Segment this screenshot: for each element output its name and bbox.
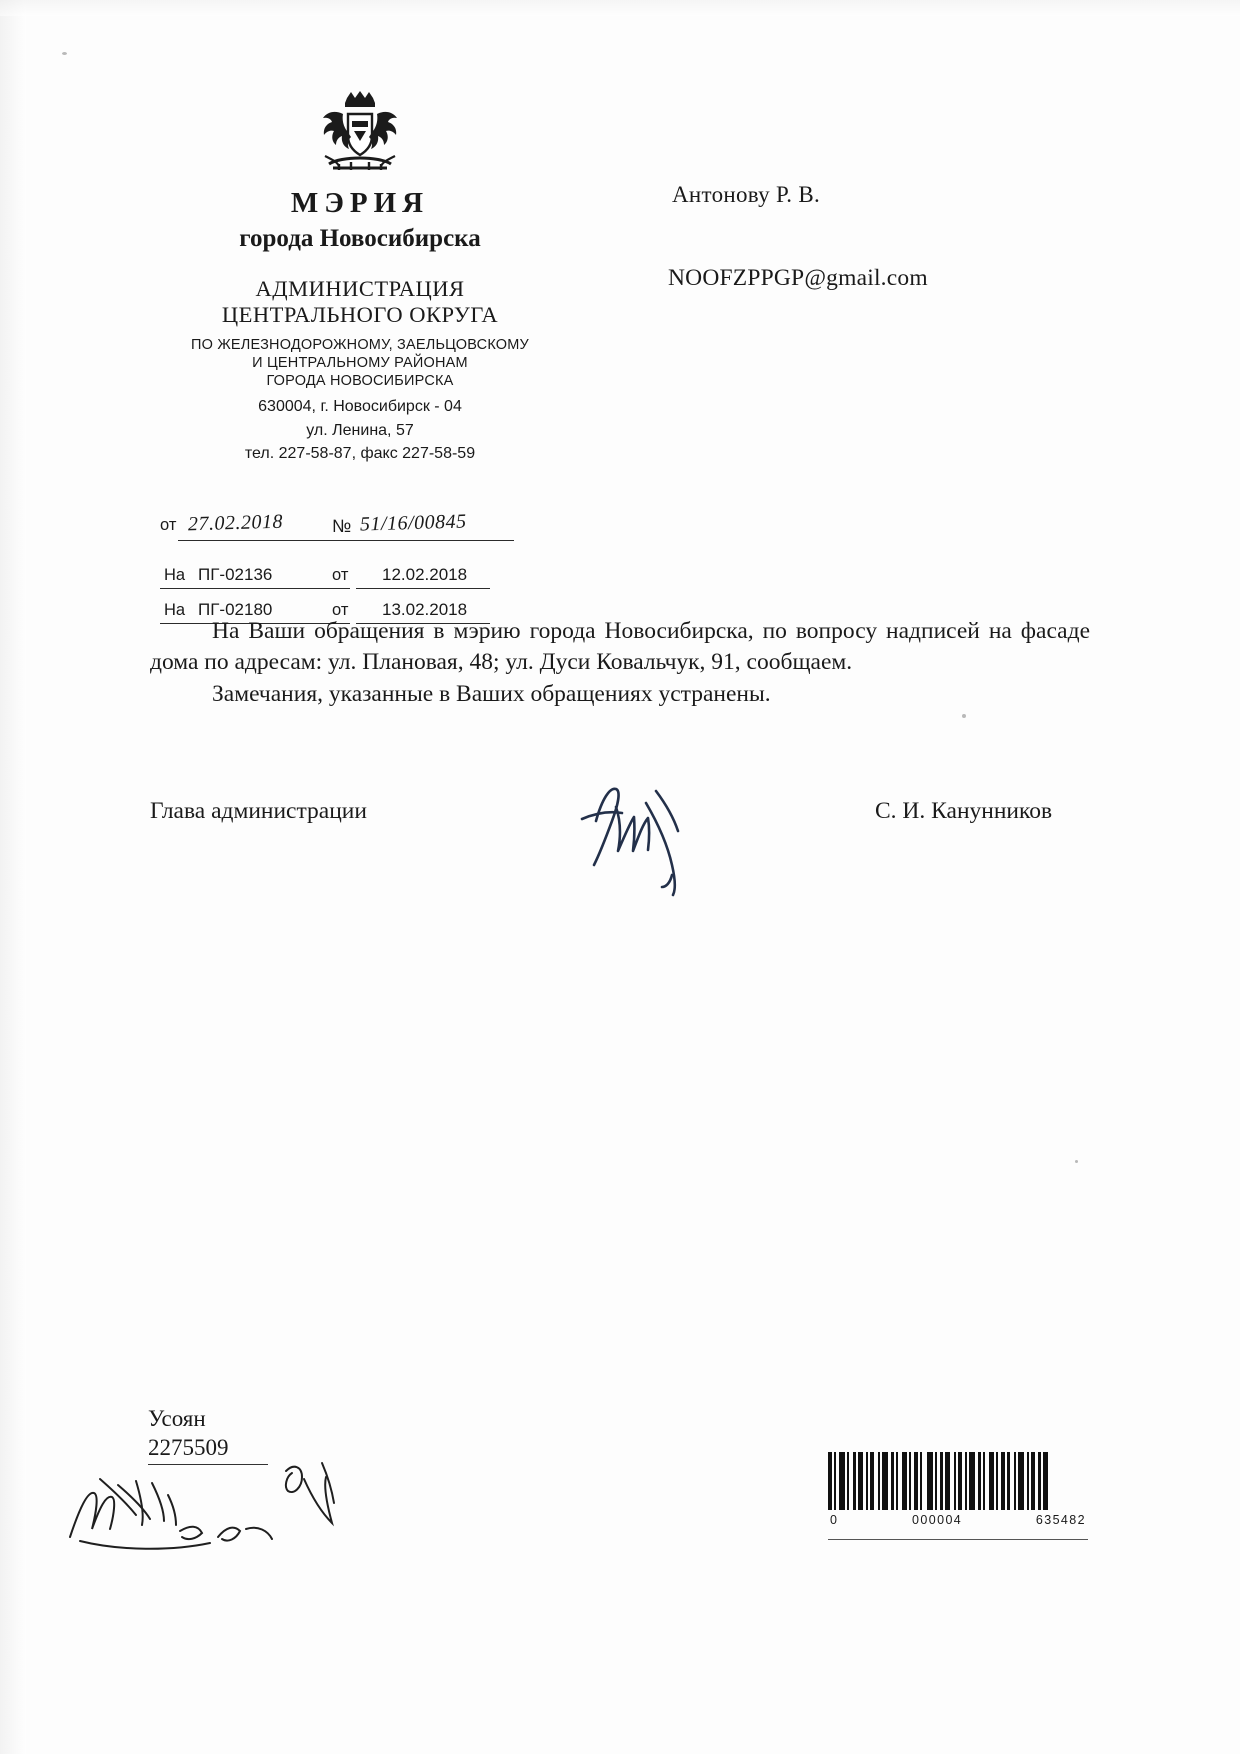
incoming-number-1: ПГ-02136 xyxy=(198,565,273,584)
barcode-underline xyxy=(828,1539,1088,1540)
addressee-name: Антонову Р. В. xyxy=(672,182,821,207)
incoming-prefix-1: На xyxy=(164,566,186,584)
executor-phone: 2275509 xyxy=(148,1434,229,1460)
incoming-prefix-2: На xyxy=(164,601,186,619)
scan-speck xyxy=(962,714,966,718)
outgoing-number-label: № xyxy=(332,516,352,536)
body-paragraph-1: На Ваши обращения в мэрию города Новосибирска, по вопросу надписей на фасаде дома по адресам: ул. Плановая, 48; ул. Дуси Ковальчук, 91, сообщаем. xyxy=(150,618,1090,676)
body-paragraph-2: Замечания, указанные в Ваших обращениях устранены. xyxy=(212,680,771,707)
address-line-3: тел. 227-58-87, факс 227-58-59 xyxy=(244,444,476,462)
barcode-left-digit: 0 xyxy=(830,1513,839,1527)
incoming-date-2: 13.02.2018 xyxy=(382,600,468,619)
barcode-numbers xyxy=(828,1513,1088,1527)
outgoing-reference-row xyxy=(160,512,560,546)
address-line-1: 630004, г. Новосибирск - 04 xyxy=(258,398,462,416)
incoming-date-1: 12.02.2018 xyxy=(382,565,468,584)
barcode-group-1: 000004 xyxy=(912,1513,963,1527)
administration-line-2: ЦЕНТРАЛЬНОГО ОКРУГА xyxy=(221,302,499,328)
outgoing-date-value: 27.02.2018 xyxy=(187,510,284,536)
reference-block xyxy=(160,512,560,627)
scan-edge-top xyxy=(0,0,1240,16)
letterhead xyxy=(150,90,570,465)
handwritten-signature-icon xyxy=(560,745,740,915)
scan-edge-left xyxy=(0,0,26,1754)
incoming-date-label-1: от xyxy=(332,566,349,584)
organization-city: города Новосибирска xyxy=(239,224,481,252)
incoming-reference-row-1 xyxy=(160,562,560,592)
districts-line-3: ГОРОДА НОВОСИБИРСКА xyxy=(266,373,454,390)
barcode-group-2: 635482 xyxy=(1035,1513,1086,1527)
scan-speck xyxy=(62,52,67,55)
administration-line-1: АДМИНИСТРАЦИЯ xyxy=(255,275,465,301)
barcode-block xyxy=(828,1452,1088,1540)
incoming-rule-1b xyxy=(356,588,490,589)
incoming-rule-1a xyxy=(160,588,350,589)
executor-name: Усоян xyxy=(148,1406,206,1431)
address-line-2: ул. Ленина, 57 xyxy=(306,421,414,439)
signatory-name: С. И. Канунников xyxy=(875,798,1053,824)
scan-speck xyxy=(1075,1160,1078,1163)
districts-line-2: И ЦЕНТРАЛЬНОМУ РАЙОНАМ xyxy=(252,355,468,372)
barcode-image xyxy=(828,1452,1088,1510)
outgoing-number-value: 51/16/00845 xyxy=(359,510,467,536)
letter-body xyxy=(150,616,1090,710)
coat-of-arms-icon xyxy=(305,90,415,182)
organization-title: МЭРИЯ xyxy=(290,187,430,219)
outgoing-rule xyxy=(178,540,514,541)
incoming-number-2: ПГ-02180 xyxy=(198,600,273,619)
districts-line-1: ПО ЖЕЛЕЗНОДОРОЖНОМУ, ЗАЕЛЬЦОВСКОМУ xyxy=(191,336,529,353)
outgoing-date-label: от xyxy=(160,516,177,534)
incoming-date-label-2: от xyxy=(332,601,349,619)
signatory-position: Глава администрации xyxy=(150,798,367,824)
handwritten-initials-icon xyxy=(60,1445,360,1555)
addressee-email: NOOFZPPGP@gmail.com xyxy=(668,265,928,291)
